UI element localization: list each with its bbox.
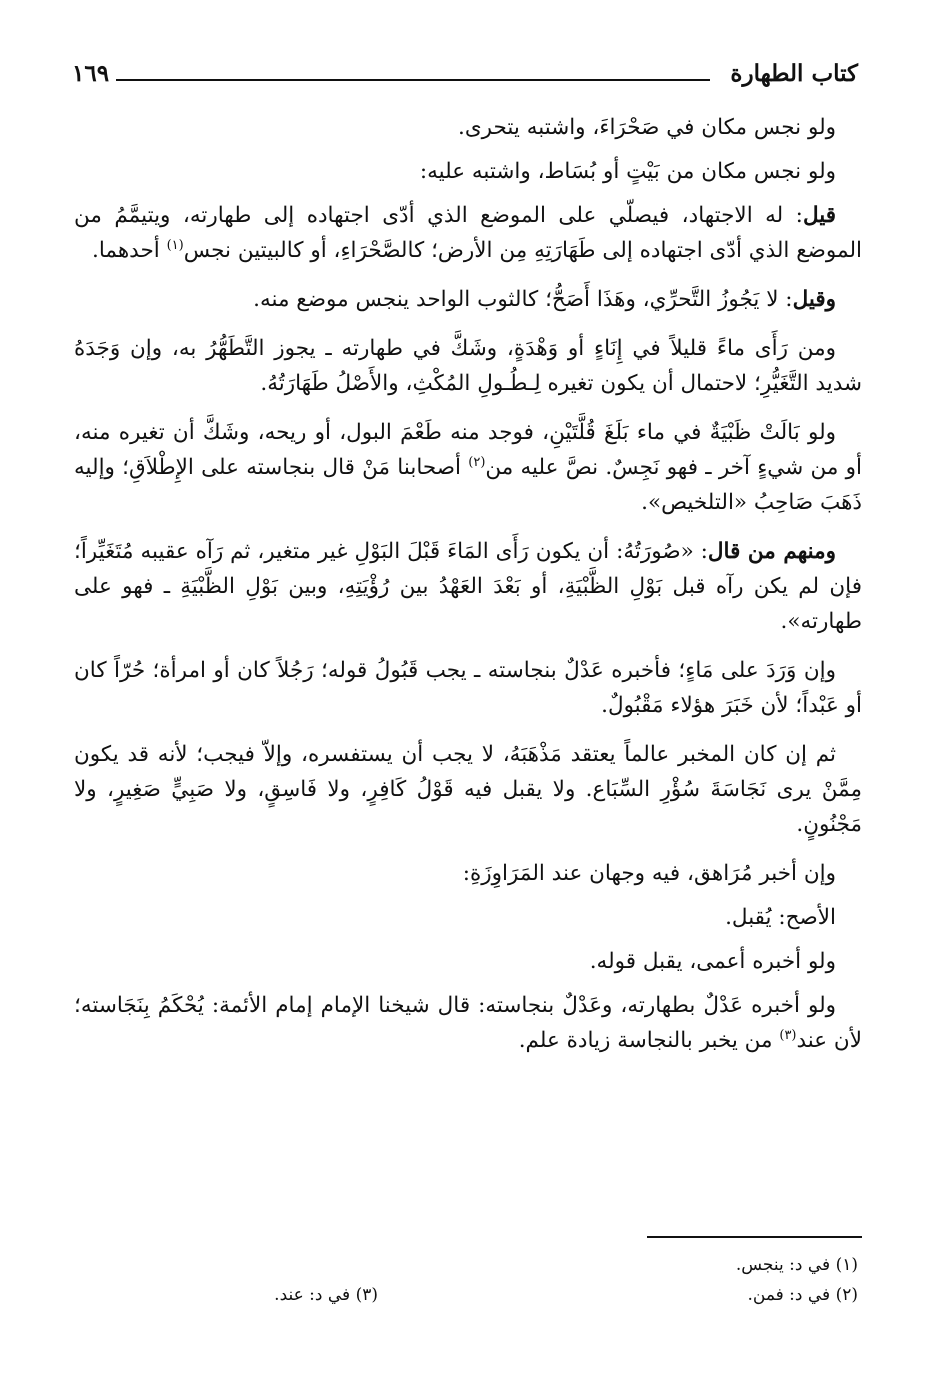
paragraph: الأصح: يُقبل.: [725, 905, 836, 930]
footnote-marker: (٢): [468, 454, 486, 470]
paragraph: ولو نجس مكان في صَحْرَاءَ، واشتبه يتحرى.: [457, 115, 836, 140]
paragraph-lead: قيل: [802, 203, 836, 228]
running-header: [72, 58, 858, 98]
paragraph: ثم إن كان المخبر عالماً يعتقد مَذْهَبَهُ، لا يجب أن يستفسره، وإلاّ فيجب؛ لأنه قد يكون مِمَّنْ يرى نَجَاسَةَ سُؤْرِ السِّبَاع. ولا يقبل فيه قَوْلُ كَافِرٍ، ولا فَاسِقٍ، ولا صَبِيٍّ صَغِيرٍ، ولا مَجْنُونٍ.: [74, 742, 862, 837]
paragraph: وإن وَرَدَ على مَاءٍ؛ فأخبره عَدْلٌ بنجاسته ـ يجب قَبُولُ قوله؛ رَجُلاً كان أو امرأة؛ حُرّاً كان أو عَبْداً؛ لأن خَبَرَ هؤلاء مَقْبُولٌ.: [74, 658, 862, 718]
footnote-marker: (٣): [779, 1027, 797, 1043]
paragraph: ولو أخبره عَدْلٌ بطهارته، وعَدْلٌ بنجاسته: قال شيخنا الإمام إمام الأئمة: يُحْكَمُ بِنَجَاسته؛ لأن عند$^{(٣)}$ من يخبر بالنجاسة زيادة علم.: [74, 993, 862, 1053]
paragraph: ولو نجس مكان من بَيْتٍ أو بُسَاط، واشتبه عليه:: [419, 159, 836, 184]
paragraph-lead: وقيل: [792, 287, 836, 312]
paragraph: ولو أخبره أعمى، يقبل قوله.: [589, 949, 836, 974]
paragraph: وإن أخبر مُرَاهق، فيه وجهان عند المَرَاوِزَةِ:: [462, 861, 836, 886]
paragraph: ولو بَالَتْ ظَبْيَةٌ في ماء بَلَغَ قُلَّتَيْنِ، فوجد منه طَعْمَ البول، أو ريحه، وشَكَّ أن تغيره منه، أو من شيءٍ آخر ـ فهو نَجِسٌ. نصَّ عليه من$^{(٢)}$ أصحابنا مَنْ قال بنجاسته على الإِطْلاَقِ؛ وإليه ذَهَبَ صَاحِبُ «التلخيص».: [74, 420, 862, 515]
paragraph: ومن رَأَى ماءً قليلاً في إِنَاءٍ أو وَهْدَةٍ، وشَكَّ في طهارته ـ يجوز التَّطَهُّرُ به، وإن وَجَدَهُ شديد التَّغَيُّرِ؛ لاحتمال أن يكون تغيره لِـطُـولِ المُكْثِ، والأَصْلُ طَهَارَتُهُ.: [74, 336, 862, 396]
page-number: ١٦٩: [72, 60, 110, 87]
paragraph: ومنهم من قال: «صُورَتُهُ: أن يكون رَأَى المَاءَ قَبْلَ البَوْلِ غير متغير، ثم رَآه عقيبه مُتَغَيِّراً؛ فإن لم يكن رآه قبل بَوْلِ الظَّبْيَةِ، أو بَعْدَ العَهْدُ بين رُؤْيَتِهِ، وبين بَوْلِ الظَّبْيَةِ ـ فهو على طهارته».: [74, 539, 862, 634]
footnote-2: (٢) في د: فمن.: [747, 1285, 858, 1305]
paragraph: قيل: له الاجتهاد، فيصلّي على الموضع الذي أدّى اجتهاده إلى طهارته، ويتيمَّمُ من الموضع الذي أدّى اجتهاده إلى طَهَارَتِهِ مِن الأرض؛ كالصَّحْرَاءِ، أو كالبيتين نجس$^{(١)}$ أحدهما.: [74, 203, 862, 263]
paragraph: وقيل: لا يَجُوزُ التَّحرِّي، وهَذَا أَصَحُّ؛ كالثوب الواحد ينجس موضع منه.: [253, 287, 836, 312]
header-rule: [116, 79, 710, 81]
footnote-marker: (١): [166, 237, 184, 253]
paragraph-lead: ومنهم من قال: [707, 539, 836, 564]
footnote-row: [74, 1280, 858, 1310]
footnote-3: (٣) في د: عند.: [274, 1285, 378, 1305]
footnote-rule: [647, 1236, 862, 1238]
footnote-1: (١) في د: ينجس.: [735, 1255, 858, 1275]
footnote-row: [74, 1250, 858, 1280]
main-text: [74, 110, 862, 1072]
chapter-title: كتاب الطهارة: [730, 60, 858, 87]
footnotes: [74, 1250, 858, 1310]
